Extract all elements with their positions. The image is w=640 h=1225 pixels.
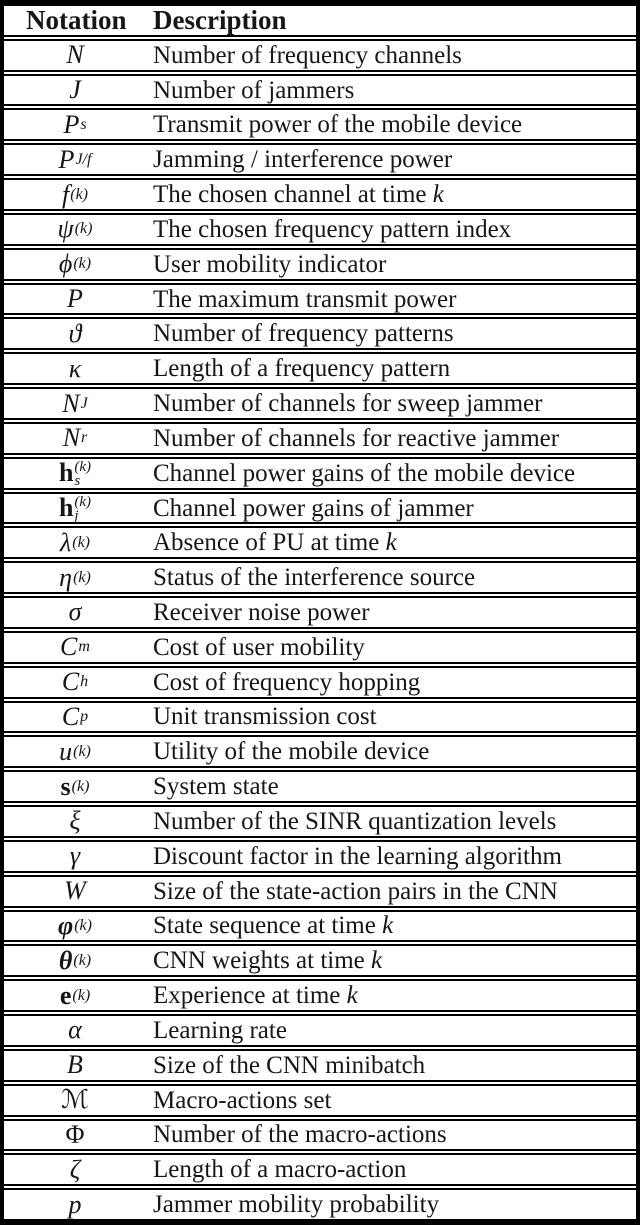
notation-cell [4,459,146,488]
table-row [4,387,636,420]
notation-scripts [74,460,91,489]
notation-cell: s (k) [60,771,90,801]
table-row [4,248,636,281]
table-row [4,735,636,768]
description-cell: The chosen frequency pattern index [153,215,512,243]
notation-cell [4,318,146,348]
description-cell: Cost of frequency hopping [153,668,421,696]
notation-cell [4,1017,146,1043]
table-row [4,178,636,211]
table-row [4,910,636,943]
math-variable: k [346,982,358,1010]
notation-cell [4,1087,146,1113]
notation-cell [4,1189,146,1219]
notation-cell: f (k) [62,179,88,209]
notation-cell: η (k) [59,562,91,592]
table-row [4,108,636,141]
description-cell: Experience at time k [153,982,358,1010]
notation-superscript: (k) [74,458,92,475]
notation-symbol: h [58,493,74,522]
notation-cell: θ (k) [58,945,92,975]
notation-symbol: P [58,144,75,174]
notation-cell [4,599,146,625]
table-row [4,39,636,72]
description-cell: Number of the SINR quantization levels [153,807,557,835]
notation-symbol: e [59,980,72,1010]
notation-cell [4,77,146,103]
description-cell: Absence of PU at time k [153,529,397,557]
description-cell: Status of the interference source [153,564,476,592]
notation-symbol: λ [59,527,72,557]
notation-cell: λ (k) [59,527,91,557]
notation-cell [4,286,146,312]
description-cell: Number of the macro-actions [153,1121,447,1149]
notation-symbol: κ [68,353,82,383]
notation-cell [4,843,146,869]
description-cell: Jamming / interference power [153,146,453,174]
description-cell: State sequence at time k [153,912,394,940]
notation-cell: N J [62,388,88,418]
notation-symbol: C [60,632,78,662]
description-cell: The chosen channel at time k [153,181,444,209]
notation-cell [4,494,146,523]
notation-symbol: α [68,1015,82,1045]
notation-cell [4,353,146,383]
notation-symbol: u [59,736,73,766]
description-cell: CNN weights at time k [153,947,383,975]
notation-cell: P s [63,109,87,139]
notation-symbol: ℳ [61,1085,89,1115]
math-variable: k [382,912,394,940]
table-row [4,770,636,803]
notation-symbol: P [67,284,83,314]
notation-symbol: W [64,876,86,906]
notation-cell [4,808,146,834]
description-cell: Number of jammers [153,76,355,104]
notation-symbol: p [68,1189,82,1219]
notation-cell: e (k) [59,980,91,1010]
table-row [4,840,636,873]
description-cell: Channel power gains of jammer [153,494,474,522]
table-row [4,422,636,455]
table-row [4,526,636,559]
description-cell: Receiver noise power [153,598,370,626]
table-row [4,875,636,908]
description-cell: Unit transmission cost [153,703,377,731]
description-cell: Macro-actions set [153,1086,332,1114]
table-row [4,805,636,838]
notation-symbol: σ [68,597,82,627]
notation-symbol: ϑ [68,318,82,348]
notation-cell: P J/f [58,144,92,174]
description-cell: Number of frequency patterns [153,320,454,348]
table-row [4,492,636,525]
table-header-row [4,4,636,37]
table-row [4,596,636,629]
table-row [4,666,636,699]
table-row [4,561,636,594]
notation-symbol: J [69,75,81,105]
notation-cell: C h [61,667,89,697]
table-row [4,701,636,734]
table-row [4,944,636,977]
table-row [4,1014,636,1047]
table-row [4,1049,636,1082]
table-row [4,143,636,176]
notation-symbol: C [61,667,80,697]
notation-cell [4,1052,146,1078]
notation-cell: ψ (k) [57,214,93,244]
math-variable: k [432,181,444,209]
description-cell: Jammer mobility probability [153,1191,440,1219]
table-row [4,1188,636,1221]
table-row [4,631,636,664]
description-cell: Transmit power of the mobile device [153,111,523,139]
description-cell: Channel power gains of the mobile device [153,459,576,487]
notation-symbol: N [62,388,80,418]
notation-cell: φ (k) [58,910,92,940]
description-cell: Number of frequency channels [153,41,462,69]
notation-symbol: Φ [65,1119,85,1149]
description-cell: Length of a macro-action [153,1156,407,1184]
notation-cell: ϕ (k) [58,249,92,279]
notation-cell [4,42,146,68]
description-column-header: Description [153,4,287,35]
notation-symbol: φ [58,910,74,940]
table-row [4,74,636,107]
table-row [4,283,636,316]
math-variable: k [371,947,383,975]
notation-column-header: Notation [26,4,127,35]
math-variable: k [385,529,397,557]
description-cell: Discount factor in the learning algorithm [153,842,562,870]
table-row [4,1084,636,1117]
notation-symbol: f [62,179,70,209]
notation-symbol: θ [58,945,73,975]
notation-symbol: C [61,701,80,731]
description-cell: Utility of the mobile device [153,738,430,766]
notation-symbol: P [63,109,80,139]
notation-cell [4,1119,146,1149]
notation-cell: C m [60,632,90,662]
table-row [4,457,636,490]
description-cell: The maximum transmit power [153,285,457,313]
description-cell: User mobility indicator [153,250,387,278]
notation-symbol: ϕ [58,249,73,279]
notation-superscript: (k) [74,493,92,510]
description-cell: Length of a frequency pattern [153,355,451,383]
notation-subscript: s [74,473,81,490]
table-row [4,1153,636,1186]
table-row [4,213,636,246]
notation-cell: u (k) [59,736,91,766]
notation-cell: C p [61,701,89,731]
notation-cell [4,1154,146,1184]
description-cell: Number of channels for reactive jammer [153,424,560,452]
notation-cell [4,878,146,904]
table-row [4,352,636,385]
notation-symbol: N [62,423,81,453]
notation-symbol: s [60,771,71,801]
notation-symbol: ψ [57,214,74,244]
description-cell: System state [153,773,279,801]
notation-symbol: h [58,458,74,488]
notation-scripts [74,495,91,524]
description-cell: Learning rate [153,1016,287,1044]
description-cell: Size of the state-action pairs in the CNN [153,877,558,905]
notation-symbol: B [67,1050,83,1080]
table-row [4,317,636,350]
notation-symbol: γ [69,841,81,871]
notation-symbol: N [66,40,84,70]
notation-subscript: j [74,508,79,524]
notation-symbol: η [59,562,73,592]
notation-symbol: ξ [69,806,81,836]
description-cell: Number of channels for sweep jammer [153,390,543,418]
notation-cell: N r [62,423,88,453]
notation-symbol: ζ [69,1154,81,1184]
table-row [4,979,636,1012]
description-cell: Size of the CNN minibatch [153,1051,426,1079]
table-row [4,1119,636,1152]
description-cell: Cost of user mobility [153,633,365,661]
